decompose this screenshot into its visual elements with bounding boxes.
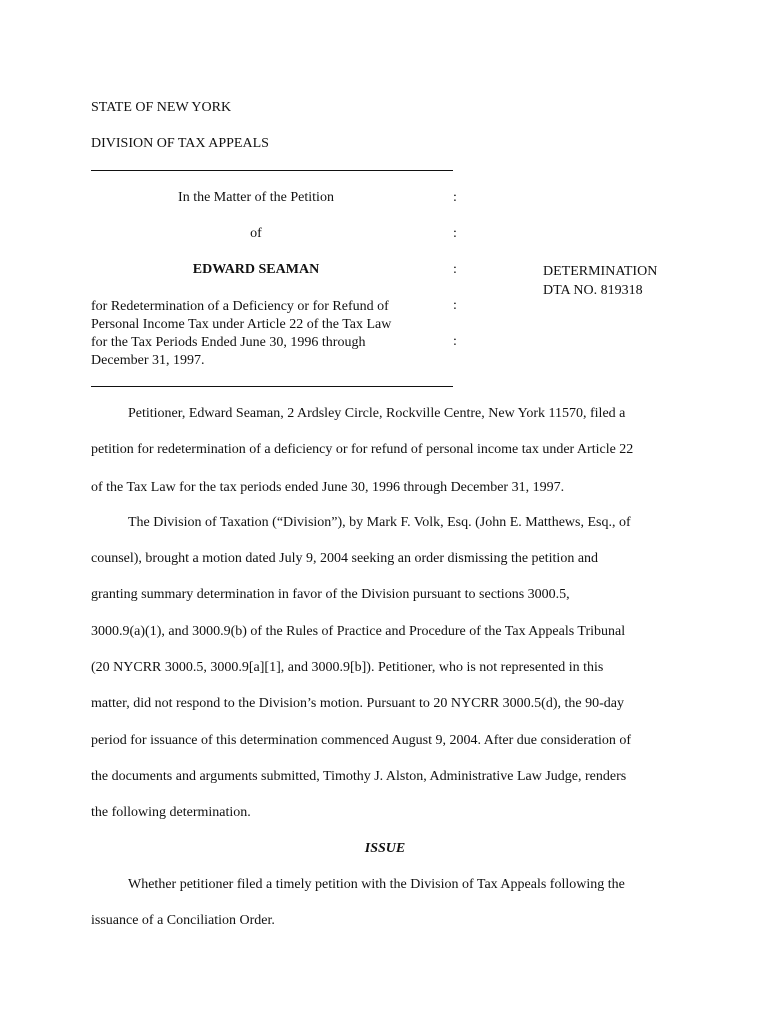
body-text-line: 3000.9(a)(1), and 3000.9(b) of the Rules of Practice and Procedure of the Tax Appeals Tribunal [91, 624, 626, 639]
body-text-line: The Division of Taxation (“Division”), by Mark F. Volk, Esq. (John E. Matthews, Esq., of [128, 515, 631, 530]
body-text-line: counsel), brought a motion dated July 9, 2004 seeking an order dismissing the petition and [91, 551, 599, 566]
body-text-line: matter, did not respond to the Division’s motion. Pursuant to 20 NYCRR 3000.5(d), the 90-day [91, 696, 624, 711]
body-text-line: issuance of a Conciliation Order. [91, 913, 275, 928]
caption-colon: : [453, 190, 457, 205]
caption-description [91, 298, 431, 370]
body-text-line: (20 NYCRR 3000.5, 3000.9[a][1], and 3000.9[b]). Petitioner, who is not represented in this [91, 660, 604, 675]
caption-description-line: December 31, 1997. [91, 353, 205, 368]
division-heading: DIVISION OF TAX APPEALS [91, 136, 269, 151]
of-line: of [250, 226, 262, 241]
caption-description-line: Personal Income Tax under Article 22 of the Tax Law [91, 317, 392, 332]
matter-line: In the Matter of the Petition [178, 190, 334, 205]
body-text-line: the documents and arguments submitted, Timothy J. Alston, Administrative Law Judge, renders [91, 769, 627, 784]
state-heading: STATE OF NEW YORK [91, 100, 232, 115]
caption-colon: : [453, 334, 457, 349]
caption-colon: : [453, 226, 457, 241]
body-text-line: the following determination. [91, 805, 251, 820]
caption-bottom-rule [91, 386, 453, 387]
issue-heading: ISSUE [364, 841, 406, 856]
body-text-line: of the Tax Law for the tax periods ended June 30, 1996 through December 31, 1997. [91, 480, 565, 495]
body-text-line: Whether petitioner filed a timely petition with the Division of Tax Appeals following the [128, 877, 625, 892]
body-text-line: period for issuance of this determination commenced August 9, 2004. After due consideration of [91, 733, 632, 748]
body-text-line: granting summary determination in favor of the Division pursuant to sections 3000.5, [91, 587, 570, 602]
petitioner-name: EDWARD SEAMAN [192, 262, 320, 277]
body-text-line: petition for redetermination of a deficiency or for refund of personal income tax under Article 22 [91, 442, 634, 457]
body-text-line: Petitioner, Edward Seaman, 2 Ardsley Circle, Rockville Centre, New York 11570, filed a [128, 406, 626, 421]
caption-top-rule [91, 170, 453, 171]
caption-colon: : [453, 262, 457, 277]
determination-label: DETERMINATION [543, 264, 658, 279]
dta-number: DTA NO. 819318 [543, 283, 643, 298]
caption-colon: : [453, 298, 457, 313]
determination-block [543, 262, 657, 300]
caption-description-line: for the Tax Periods Ended June 30, 1996 through [91, 335, 366, 350]
caption-description-line: for Redetermination of a Deficiency or for Refund of [91, 299, 389, 314]
